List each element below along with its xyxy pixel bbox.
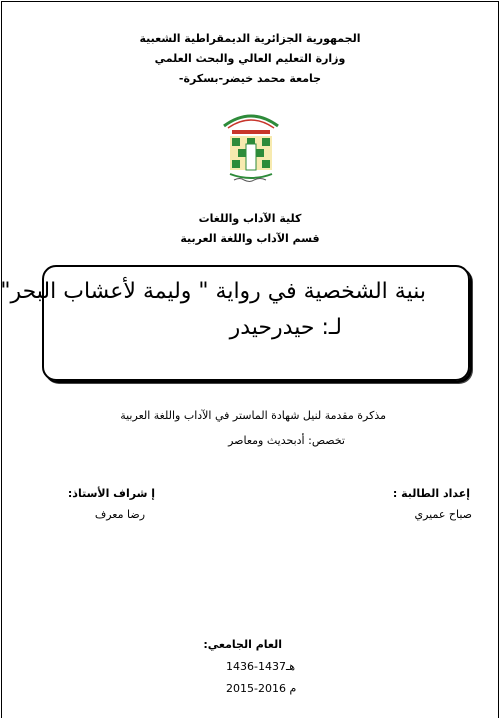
thesis-title: بنية الشخصية في رواية " وليمة لأعشاب البحر" (0, 279, 426, 304)
title-box (0, 265, 470, 381)
department-name: قسم الآداب واللغة العربية (180, 232, 320, 245)
student-name: صباح عميري (414, 508, 472, 521)
novel-author: لـ: حيدرحيدر (229, 315, 342, 340)
university-line: جامعة محمد خيضر-بسكرة- (178, 72, 322, 85)
academic-year-label: العام الجامعي: (203, 638, 282, 651)
college-name: كلية الآداب واللغات (198, 212, 302, 225)
supervisor-label: إ شراف الأستاذ: (67, 487, 155, 500)
student-label: إعداد الطالبة : (392, 487, 470, 500)
academic-year-gregorian: 2015-2016 م (226, 682, 297, 695)
supervisor-name: رضا معرف (94, 508, 145, 521)
thesis-description: مذكرة مقدمة لنيل شهادة الماستر في الآداب واللغة العربية (120, 409, 386, 422)
university-crest-icon (218, 104, 284, 190)
republic-line: الجمهورية الجزائرية الديمقراطية الشعبية (139, 32, 361, 45)
specialization: تخصص: أدبحديث ومعاصر (228, 434, 345, 447)
ministry-line: وزارة التعليم العالي والبحث العلمي (154, 52, 346, 65)
academic-year-hijri: 1436-1437هـ (226, 660, 295, 673)
